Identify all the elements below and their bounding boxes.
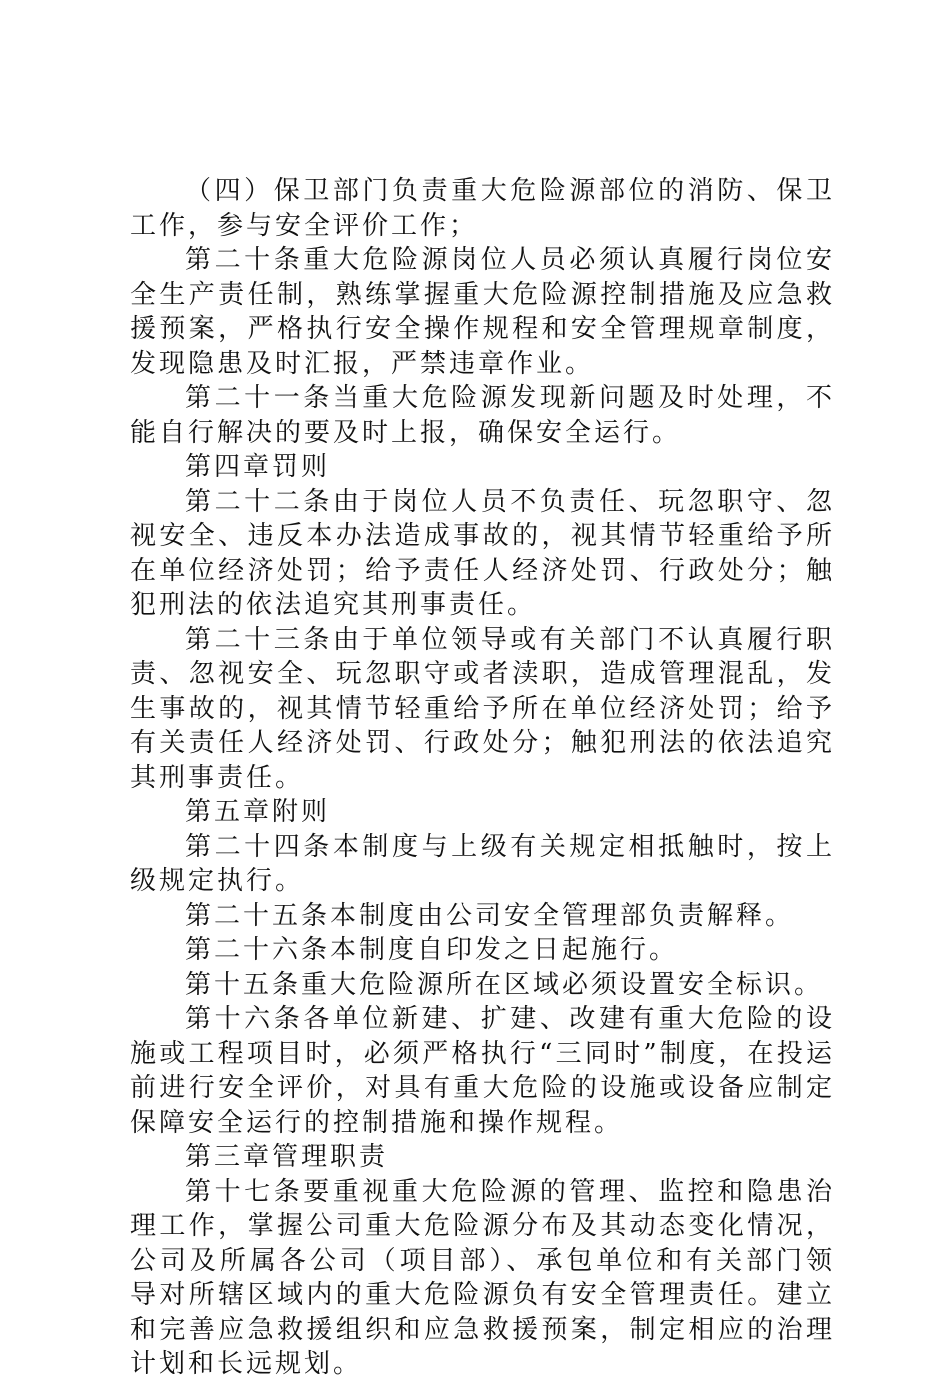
paragraph-article-15: 第十五条重大危险源所在区域必须设置安全标识。 (185, 969, 824, 1000)
paragraph-article-24: 第二十四条本制度与上级有关规定相抵触时，按上级规定执行。 (130, 831, 835, 896)
document-body (130, 174, 835, 1382)
paragraph-article-23: 第二十三条由于单位领导或有关部门不认真履行职责、忽视安全、玩忽职守或者渎职，造成管理混乱，发生事故的，视其情节轻重给予所在单位经济处罚；给予有关责任人经济处罚、行政处分；触犯刑法的依法追究其刑事责任。 (130, 624, 835, 793)
chapter-heading-responsibilities: 第三章管理职责 (185, 1142, 389, 1172)
paragraph-article-21: 第二十一条当重大危险源发现新问题及时处理，不能自行解决的要及时上报，确保安全运行。 (130, 383, 835, 448)
paragraph-article-17: 第十七条要重视重大危险源的管理、监控和隐患治理工作，掌握公司重大危险源分布及其动态变化情况，公司及所属各公司（项目部）、承包单位和有关部门领导对所辖区域内的重大危险源负有安全管理责任。建立和完善应急救援组织和应急救援预案，制定相应的治理计划和长远规划。 (130, 1176, 835, 1379)
paragraph-security-dept: （四）保卫部门负责重大危险源部位的消防、保卫工作，参与安全评价工作； (130, 176, 835, 241)
chapter-heading-supplementary: 第五章附则 (185, 797, 331, 827)
paragraph-article-16: 第十六条各单位新建、扩建、改建有重大危险的设施或工程项目时，必须严格执行“三同时”制度，在投运前进行安全评价，对具有重大危险的设施或设备应制定保障安全运行的控制措施和操作规程。 (130, 1004, 835, 1138)
chapter-heading-penalties: 第四章罚则 (185, 452, 331, 482)
paragraph-article-25: 第二十五条本制度由公司安全管理部负责解释。 (185, 900, 795, 931)
paragraph-article-22: 第二十二条由于岗位人员不负责任、玩忽职守、忽视安全、违反本办法造成事故的，视其情节轻重给予所在单位经济处罚；给予责任人经济处罚、行政处分；触犯刑法的依法追究其刑事责任。 (130, 486, 835, 620)
paragraph-article-26: 第二十六条本制度自印发之日起施行。 (185, 935, 679, 965)
paragraph-article-20: 第二十条重大危险源岗位人员必须认真履行岗位安全生产责任制，熟练掌握重大危险源控制措施及应急救援预案，严格执行安全操作规程和安全管理规章制度，发现隐患及时汇报，严禁违章作业。 (130, 245, 835, 379)
